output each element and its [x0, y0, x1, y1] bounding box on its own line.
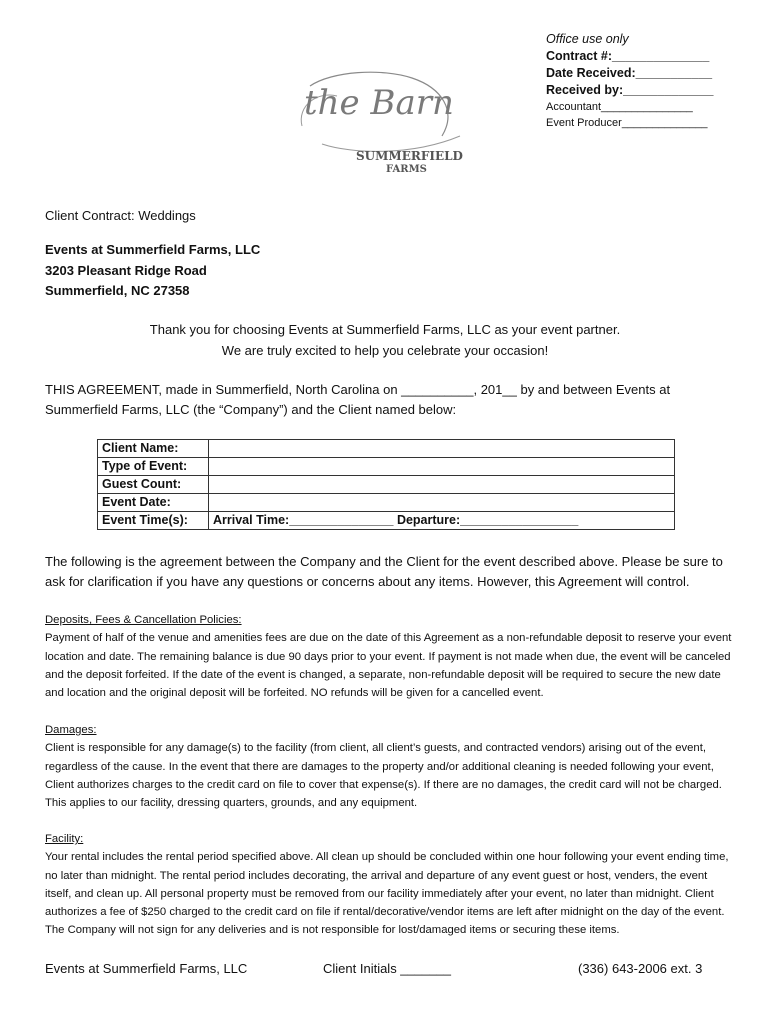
thank-you-message — [0, 320, 770, 361]
company-street: 3203 Pleasant Ridge Road — [45, 262, 207, 278]
table-row — [98, 476, 675, 494]
barn-logo — [292, 66, 472, 176]
deposits-section — [45, 611, 735, 702]
damages-body: Client is responsible for any damage(s) to the facility (from client, all client’s guests, and contracted vendors) arising out of the event, regardless of the cause. In the event that there are damages to the property and/or additional cleaning is needed following your event, Client authorizes charges to the credit card on file to cover that expense(s). If there are no damages, the credit card will not be charged. This applies to our facility, dressing quarters, grounds, and any equipment. — [45, 742, 722, 810]
client-name-label: Client Name: — [98, 440, 209, 458]
company-address — [45, 240, 260, 302]
logo-name-line1: SUMMERFIELD — [356, 149, 463, 163]
type-of-event-field[interactable] — [209, 458, 675, 476]
accountant-field: Accountant_______________ — [546, 101, 693, 113]
footer-company: Events at Summerfield Farms, LLC — [45, 961, 248, 976]
date-received-field: Date Received:___________ — [546, 66, 713, 80]
table-row — [98, 512, 675, 530]
guest-count-field[interactable] — [209, 476, 675, 494]
company-city: Summerfield, NC 27358 — [45, 283, 190, 298]
deposits-heading: Deposits, Fees & Cancellation Policies: — [45, 614, 242, 626]
facility-section — [45, 830, 735, 940]
thanks-line1: Thank you for choosing Events at Summerfield Farms, LLC as your event partner. — [149, 322, 621, 337]
event-date-field[interactable] — [209, 494, 675, 512]
company-name: Events at Summerfield Farms, LLC — [45, 242, 261, 257]
event-date-label: Event Date: — [98, 494, 209, 512]
contract-title: Client Contract: Weddings — [45, 208, 196, 223]
thanks-line2: We are truly excited to help you celebrate your occasion! — [221, 342, 549, 358]
type-of-event-label: Type of Event: — [98, 458, 209, 476]
office-use-block — [546, 31, 746, 131]
logo-script: the Barn — [304, 83, 454, 123]
footer-phone: (336) 643-2006 ext. 3 — [578, 961, 703, 976]
office-use-heading: Office use only — [546, 32, 629, 46]
client-info-table — [97, 439, 675, 530]
received-by-field: Received by:_____________ — [546, 83, 714, 97]
table-row — [98, 458, 675, 476]
logo-name-line2: FARMS — [386, 164, 427, 175]
contract-number-field: Contract #:______________ — [546, 49, 710, 63]
facility-heading: Facility: — [45, 833, 84, 845]
following-paragraph: The following is the agreement between the Company and the Client for the event described above. Please be sure to ask for clarification if you have any questions or concerns about any items. However, this Agreement will control. — [45, 554, 723, 589]
guest-count-label: Guest Count: — [98, 476, 209, 494]
agreement-paragraph: THIS AGREEMENT, made in Summerfield, North Carolina on __________, 201__ by and between Events at Summerfield Farms, LLC (the “Company”) and the Client named below: — [45, 382, 671, 417]
arrival-departure-field[interactable]: Arrival Time:_______________ Departure:_________________ — [209, 512, 675, 530]
footer-client-initials: Client Initials _______ — [323, 961, 451, 976]
table-row — [98, 440, 675, 458]
table-row — [98, 494, 675, 512]
facility-body: Your rental includes the rental period specified above. All clean up should be concluded within one hour following your event ending time, no later than midnight. The rental period includes decorating, the arrival and departure of any event guest or host, venders, the event itself, and clean up. All personal property must be removed from our facility immediately after your event, no later than midnight. Client authorizes a fee of $250 charged to the credit card on file if rental/decorative/vendor items are left after midnight on the day of the event. The Company will not sign for any deliveries and is not responsible for lost/damaged items or securing these items. — [45, 851, 729, 937]
event-producer-field: Event Producer______________ — [546, 117, 708, 129]
damages-section — [45, 721, 735, 812]
deposits-body: Payment of half of the venue and amenities fees are due on the date of this Agreement as a non-refundable deposit to reserve your event location and date. The remaining balance is due 90 days prior to your event. If payment is not made when due, the event will be canceled and the deposit forfeited. If the date of the event is changed, a separate, non-refundable deposit will be required to secure the new date and location and the original deposit will be forfeited. NO refunds will be given for a cancelled event. — [45, 632, 732, 700]
damages-heading: Damages: — [45, 724, 97, 736]
client-name-field[interactable] — [209, 440, 675, 458]
event-times-label: Event Time(s): — [98, 512, 209, 530]
